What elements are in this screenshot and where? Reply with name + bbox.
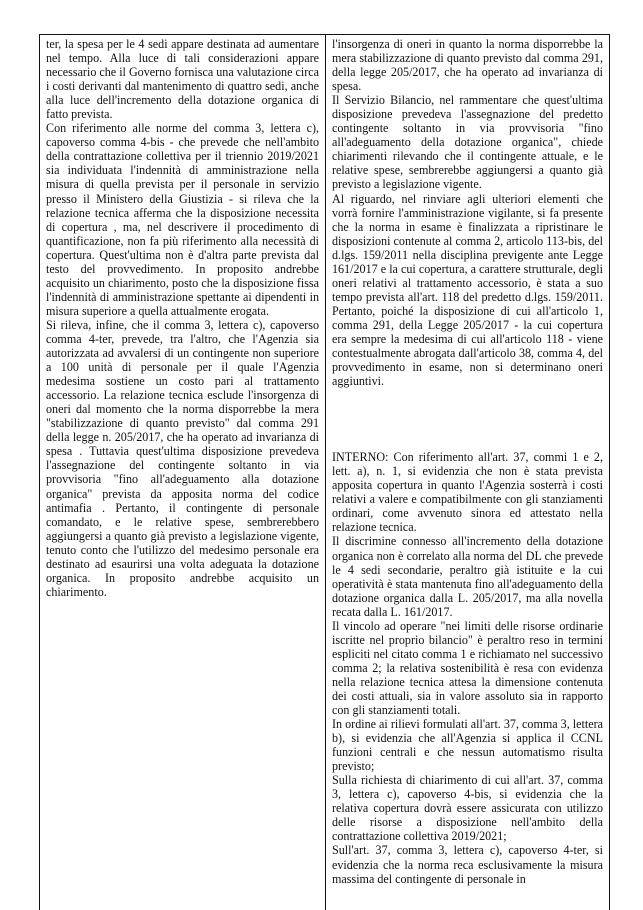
- paragraph: Il discrimine connesso all'incremento della dotazione organica non è correlato alla norma del DL che prevede le 4 sedi secondarie, peraltro già istituite e la cui operatività è stata mantenuta fino all'adeguamento della dotazione organica dalla L. 205/2017, ma alla novella recata dalla L. 161/2017.: [332, 534, 603, 619]
- left-column: [40, 35, 326, 910]
- paragraph: l'insorgenza di oneri in quanto la norma disporrebbe la mera stabilizzazione di quanto previsto dal comma 291, della legge 205/2017, che ha operato ad invarianza di spesa.: [332, 37, 603, 94]
- paragraph: Si rileva, infine, che il comma 3, lettera c), capoverso comma 4-ter, prevede, tra l'altro, che l'Agenzia sia autorizzata ad avvalersi di un contingente non superiore a 100 unità di personale per il quale l'Agenzia medesima sostiene un costo pari al trattamento accessorio. La relazione tecnica esclude l'insorgenza di oneri dal momento che la norma disporrebbe la mera "stabilizzazione di quanto previsto" dal comma 291 della legge n. 205/2017, che ha operato ad invarianza di spesa . Tuttavia quest'ultima disposizione prevedeva l'assegnazione del contingente soltanto in via provvisoria "fino all'adeguamento alla dotazione organica" prevista da apposita norma del codice antimafia . Pertanto, il contingente di personale comandato, e le relative spese, sembrerebbero aggiungersi a quanto già previsto a legislazione vigente, tenuto conto che l'utilizzo del medesimo personale era destinato ad esaurirsi una volta adeguata la dotazione organica. In proposito andrebbe acquisito un chiarimento.: [46, 317, 319, 599]
- document-table: [39, 34, 610, 910]
- paragraph: Al riguardo, nel rinviare agli ulteriori elementi che vorrà fornire l'amministrazione vigilante, si fa presente che la norma in esame è finalizzata a ripristinare le disposizioni contenute al comma 2, articolo 113-bis, del d.lgs. 159/2011 nella disciplina previgente ante Legge 161/2017 e la cui copertura, a carattere strutturale, degli oneri relativi al trattamento accessorio, è stata a suo tempo prevista all'art. 118 del predetto d.lgs. 159/2011. Pertanto, poiché la disposizione di cui all'articolo 1, comma 291, della Legge 205/2017 - la cui copertura era sempre la medesima di cui all'articolo 118 - viene contestualmente abrogata dall'articolo 38, comma 4, del provvedimento in esame, non si determinano oneri aggiuntivi.: [332, 191, 603, 389]
- paragraph: In ordine ai rilievi formulati all'art. 37, comma 3, lettera b), si evidenzia che all'Agenzia si applica il CCNL funzioni centrali e che nessun automatismo risulta previsto;: [332, 717, 603, 774]
- paragraph: Con riferimento alle norme del comma 3, lettera c), capoverso comma 4-bis - che prevede che nell'ambito della contrattazione collettiva per il triennio 2019/2021 sia individuata l'indennità di amministrazione nella misura di quella prevista per il personale in servizio presso il Ministero della Giustizia - si rileva che la relazione tecnica afferma che la disposizione necessita di copertura , ma, nel descrivere il procedimento di quantificazione, non fa più riferimento alla necessità di copertura. Quest'ultima non è d'altra parte prevista dal testo del provvedimento. In proposito andrebbe acquisito un chiarimento, posto che la disposizione fissa l'indennità di amministrazione spettante ai dipendenti in misura superiore a quella attualmente erogata.: [46, 121, 319, 318]
- paragraph: ter, la spesa per le 4 sedi appare destinata ad aumentare nel tempo. Alla luce di tali considerazioni appare necessario che il Governo fornisca una valutazione circa i costi derivanti dal mantenimento di quattro sedi, anche alla luce dell'incremento della dotazione organica di fatto prevista.: [46, 37, 319, 122]
- paragraph: Il Servizio Bilancio, nel rammentare che quest'ultima disposizione prevedeva l'assegnazione del predetto contingente soltanto in via provvisoria "fino all'adeguamento della dotazione organica", chiede chiarimenti rilevando che il contingente attuale, e le relative spese, sembrerebbe aggiungersi a quanto già previsto a legislazione vigente.: [332, 93, 603, 192]
- right-column: [326, 35, 609, 910]
- paragraph: Sull'art. 37, comma 3, lettera c), capoverso 4-ter, si evidenzia che la norma reca esclusivamente la misura massima del contingente di personale in: [332, 843, 603, 886]
- paragraph: INTERNO: Con riferimento all'art. 37, commi 1 e 2, lett. a), n. 1, si evidenzia che non è stata prevista apposita copertura in quanto l'Agenzia sosterrà i costi relativi a valere e compatibilmente con gli stanziamenti ordinari, come avvenuto sinora ed attestato nella relazione tecnica.: [332, 450, 603, 535]
- section-gap: [332, 388, 603, 450]
- paragraph: Sulla richiesta di chiarimento di cui all'art. 37, comma 3, lettera c), capoverso 4-bis, si evidenzia che la relativa copertura dovrà essere assicurata con utilizzo delle risorse a disposizione nell'ambito della contrattazione collettiva 2019/2021;: [332, 773, 603, 844]
- paragraph: Il vincolo ad operare "nei limiti delle risorse ordinarie iscritte nel proprio bilancio" è peraltro reso in termini espliciti nel citato comma 1 e richiamato nel successivo comma 2; la relativa sostenibilità è resa con evidenza nella relazione tecnica attesa la dimensione contenuta dei costi attuali, sia in valore assoluto sia in rapporto con gli stanziamenti totali.: [332, 618, 603, 718]
